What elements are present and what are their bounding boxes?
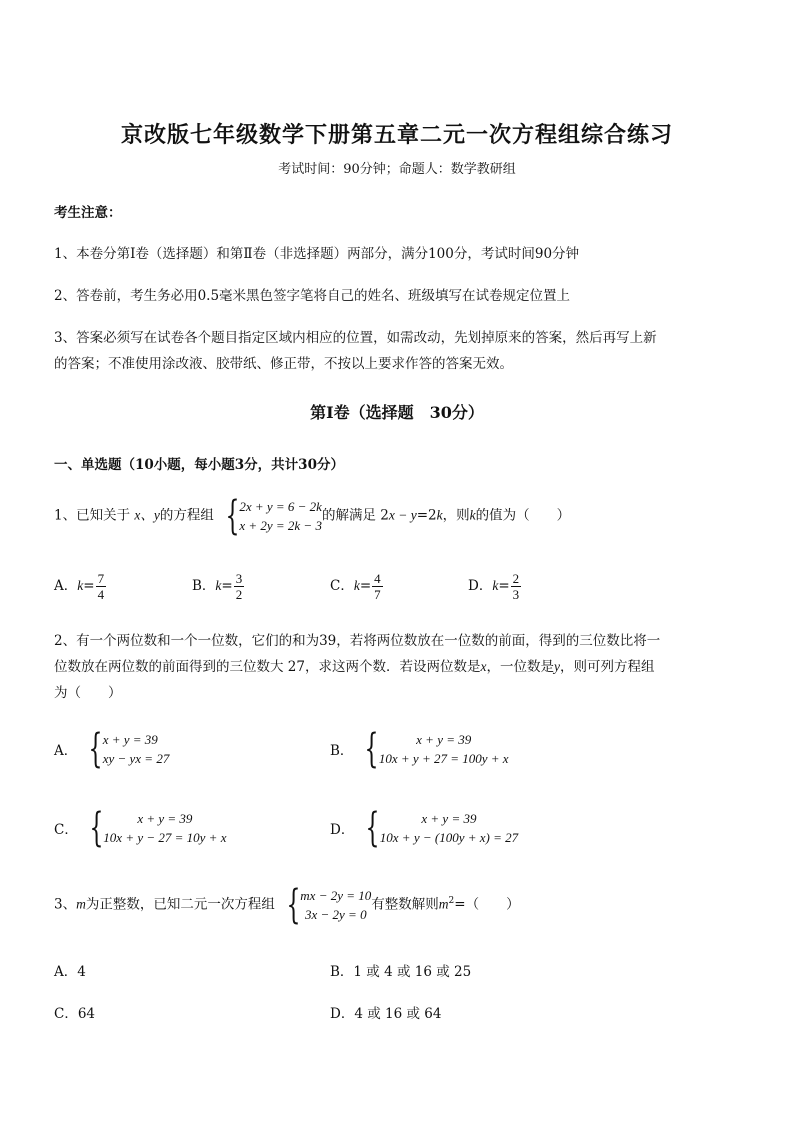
- q3-eq1: mx − 2y = 10: [300, 888, 372, 903]
- q2-option-a[interactable]: [54, 726, 170, 772]
- q2-option-b[interactable]: [330, 726, 509, 772]
- q2-line-2a: 位数放在两位数的前面得到的三位数大 27，求这两个数．若设两位数是: [54, 659, 481, 675]
- q2-line-2e: ，则可列方程组: [559, 659, 655, 675]
- part-heading: 一、单选题（10小题，每小题3分，共计30分）: [54, 457, 344, 473]
- q1-option-b[interactable]: [192, 572, 244, 601]
- option-label: B．: [330, 743, 354, 759]
- q2-line-1: 2、有一个两位数和一个一位数，它们的和为39，若将两位数放在一位数的前面，得到的三位数比将一: [54, 633, 661, 649]
- q3-option-a[interactable]: [54, 960, 86, 980]
- q1-option-a[interactable]: [54, 572, 106, 601]
- q3-option-d[interactable]: [330, 1002, 441, 1022]
- option-eq2: 10x + y − (100y + x) = 27: [379, 830, 519, 845]
- option-label: D．: [468, 578, 493, 594]
- q3-option-c[interactable]: [54, 1002, 95, 1022]
- option-text: 1 或 4 或 16 或 25: [353, 964, 472, 980]
- fraction-numerator: 3: [235, 571, 243, 586]
- option-eq2: 10x + y − 27 = 10y + x: [103, 830, 227, 845]
- option-var: k: [77, 578, 84, 593]
- option-label: B．: [330, 964, 354, 980]
- q1-mid: 的方程组: [159, 507, 214, 524]
- fraction-denominator: 7: [374, 587, 381, 602]
- option-label: A．: [54, 578, 78, 594]
- option-eq: =: [359, 578, 372, 594]
- option-eq2: xy − yx = 27: [102, 751, 170, 766]
- option-brace: [77, 726, 103, 772]
- q1-post5: ，则: [442, 507, 470, 524]
- document-title: 京改版七年级数学下册第五章二元一次方程组综合练习: [120, 122, 673, 148]
- option-brace: [353, 726, 379, 772]
- q2-option-d[interactable]: [330, 805, 519, 851]
- option-eq1: x + y = 39: [102, 732, 158, 747]
- brace-icon: {: [88, 726, 103, 772]
- q2-line-2: [54, 655, 654, 675]
- option-brace: [354, 805, 380, 851]
- q3-system-lines: [300, 886, 371, 924]
- q1-vars: x、y: [134, 507, 160, 523]
- q2-line-3: 为（ ）: [54, 685, 122, 701]
- brace-icon: {: [286, 882, 301, 928]
- option-fraction: [372, 572, 383, 601]
- option-system: [380, 809, 518, 847]
- option-label: C．: [330, 578, 354, 594]
- q2-var-x: x: [480, 659, 487, 674]
- option-eq2: 10x + y + 27 = 100y + x: [378, 751, 509, 766]
- option-var: k: [492, 578, 499, 593]
- fraction-denominator: 3: [512, 587, 520, 602]
- q1-post6: k: [469, 507, 476, 523]
- q1-eq2: x + 2y = 2k − 3: [239, 518, 322, 533]
- notice-item-1: 1、本卷分第Ⅰ卷（选择题）和第Ⅱ卷（非选择题）两部分，满分100分，考试时间90分钟: [54, 246, 580, 262]
- option-brace: [78, 805, 104, 851]
- option-eq1: x + y = 39: [416, 732, 472, 747]
- notice-item-2: 2、答卷前，考生务必用0.5毫米黑色签字笔将自己的姓名、班级填写在试卷规定位置上: [54, 288, 571, 304]
- q1-post4: k: [436, 507, 443, 523]
- option-eq: =: [498, 578, 510, 594]
- option-eq: =: [83, 578, 95, 594]
- q3-post1: 有整数解则: [371, 896, 439, 913]
- q1-eq1: 2x + y = 6 − 2k: [239, 499, 322, 514]
- q3-exponent: 2: [448, 896, 455, 906]
- q3-var-m2: m: [438, 896, 449, 912]
- notice-item-3-continued: 的答案；不准使用涂改液、胶带纸、修正带，不按以上要求作答的答案无效。: [54, 356, 513, 372]
- q2-option-c[interactable]: [54, 805, 227, 851]
- option-text: 64: [77, 1006, 96, 1022]
- option-label: C．: [54, 1006, 78, 1022]
- option-label: A．: [54, 964, 78, 980]
- q3-post4: =（ ）: [454, 896, 520, 913]
- option-fraction: [96, 572, 107, 601]
- notice-item-3: 3、答案必须写在试卷各个题目指定区域内相应的位置，如需改动，先划掉原来的答案，然后再写上新: [54, 330, 657, 346]
- q1-system-lines: [239, 497, 322, 535]
- option-fraction: [511, 572, 522, 601]
- brace-icon: {: [364, 726, 379, 772]
- q1-option-d[interactable]: [468, 572, 521, 601]
- option-text: 4 或 16 或 64: [354, 1006, 442, 1022]
- option-label: C．: [54, 822, 78, 838]
- q1-post3: =2: [416, 507, 437, 524]
- q1-post1: 的解满足 2: [321, 507, 389, 524]
- option-var: k: [215, 578, 222, 593]
- fraction-numerator: 4: [374, 571, 381, 586]
- q1-post2: x − y: [388, 507, 417, 523]
- section-title: 第Ⅰ卷（选择题 30分）: [310, 403, 484, 422]
- brace-icon: {: [225, 493, 240, 539]
- option-system: [103, 730, 170, 768]
- notice-heading: 考生注意：: [54, 205, 122, 221]
- option-var: k: [353, 578, 360, 593]
- q3-equation-system: [275, 882, 301, 928]
- fraction-denominator: 2: [235, 587, 243, 602]
- option-system: [103, 809, 226, 847]
- option-eq: =: [221, 578, 233, 594]
- q3-var-m: m: [76, 896, 86, 912]
- q3-pre3: 为正整数，已知二元一次方程组: [85, 896, 275, 913]
- q1-post7: 的值为（ ）: [475, 507, 571, 524]
- question-3: [54, 882, 520, 928]
- q3-eq2: 3x − 2y = 0: [304, 907, 367, 922]
- option-system: [379, 730, 509, 768]
- brace-icon: {: [365, 805, 380, 851]
- option-text: 4: [77, 964, 86, 980]
- document-subtitle: 考试时间：90分钟；命题人：数学教研组: [278, 162, 516, 177]
- fraction-numerator: 2: [512, 571, 520, 586]
- q2-var-y: y: [553, 659, 560, 674]
- option-label: D．: [330, 822, 355, 838]
- brace-icon: {: [89, 805, 104, 851]
- q3-option-b[interactable]: [330, 960, 471, 980]
- fraction-numerator: 7: [97, 571, 105, 586]
- q1-option-c[interactable]: [330, 572, 383, 601]
- option-eq1: x + y = 39: [421, 811, 477, 826]
- option-label: B．: [192, 578, 216, 594]
- q1-equation-system: [214, 493, 240, 539]
- q3-pre1: 3、: [54, 896, 77, 913]
- fraction-denominator: 4: [97, 587, 105, 602]
- q2-line-2c: ，一位数是: [486, 659, 554, 675]
- option-label: D．: [330, 1006, 355, 1022]
- option-eq1: x + y = 39: [137, 811, 193, 826]
- option-fraction: [234, 572, 245, 601]
- q1-pre: 1、已知关于: [54, 507, 131, 524]
- option-label: A．: [54, 743, 78, 759]
- question-1: [54, 493, 571, 539]
